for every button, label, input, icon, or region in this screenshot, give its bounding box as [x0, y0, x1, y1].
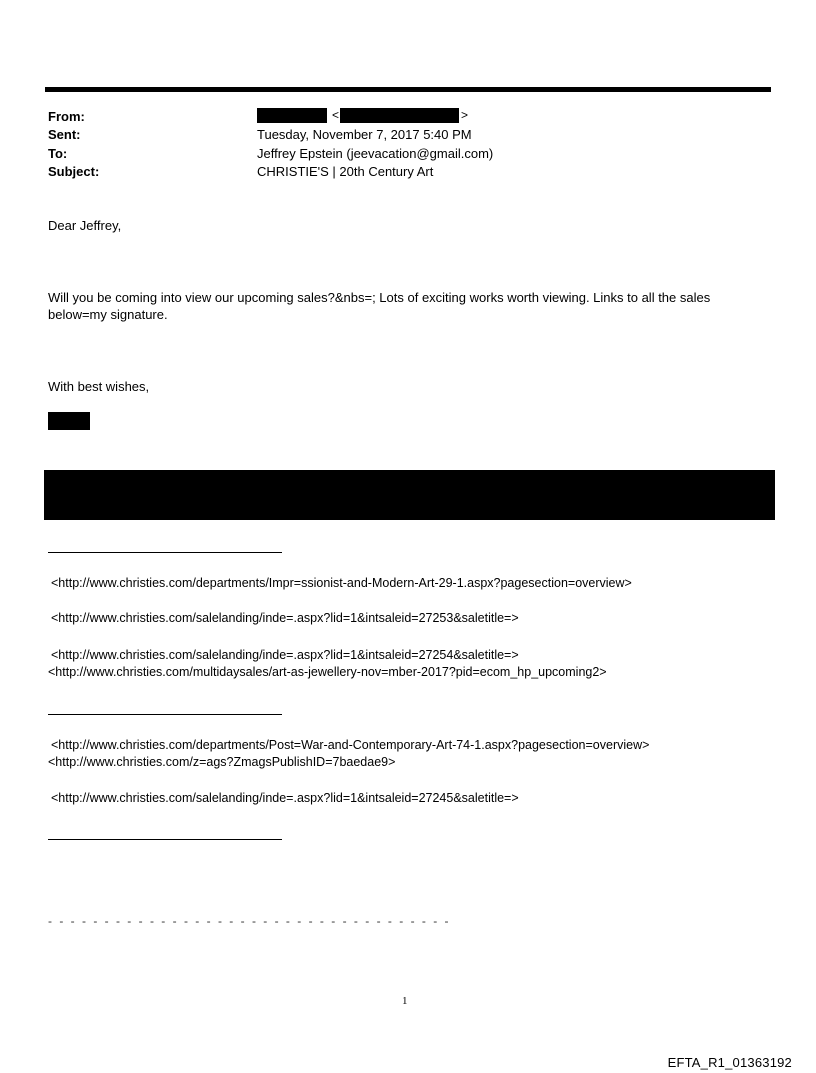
link-sale-27245[interactable]: <http://www.christies.com/salelanding/inde=.aspx?lid=1&intsaleid=27245&saletitle=>: [51, 791, 519, 805]
from-label: From:: [48, 109, 85, 124]
body-paragraph: Will you be coming into view our upcoming sales?&nbs=; Lots of exciting works worth viewing. Links to all the sales below=my signature.: [48, 290, 711, 322]
top-rule: [45, 87, 771, 92]
from-close-bracket: >: [461, 108, 469, 122]
link-zmags[interactable]: <http://www.christies.com/z=ags?ZmagsPublishID=7baedae9>: [48, 755, 396, 769]
closing: With best wishes,: [48, 379, 150, 394]
separator-rule: [48, 839, 282, 840]
link-sale-27253[interactable]: <http://www.christies.com/salelanding/inde=.aspx?lid=1&intsaleid=27253&saletitle=>: [51, 611, 519, 625]
link-sale-27254[interactable]: <http://www.christies.com/salelanding/inde=.aspx?lid=1&intsaleid=27254&saletitle=>: [51, 648, 519, 662]
subject-value: CHRISTIE'S | 20th Century Art: [257, 164, 434, 179]
link-post-war-contemporary-art[interactable]: <http://www.christies.com/departments/Post=War-and-Contemporary-Art-74-1.aspx?pagesection=overview>: [51, 738, 650, 752]
page-number: 1: [402, 995, 408, 1007]
subject-label: Subject:: [48, 164, 100, 179]
link-art-as-jewellery[interactable]: <http://www.christies.com/multidaysales/art-as-jewellery-nov=mber-2017?pid=ecom_hp_upcoming2>: [48, 665, 607, 679]
redacted-sender-email: [340, 108, 459, 123]
redacted-signature: [48, 412, 90, 430]
redacted-sender-name: [257, 108, 327, 123]
to-label: To:: [48, 146, 68, 161]
greeting: Dear Jeffrey,: [48, 218, 122, 233]
dashed-separator: - - - - - - - - - - - - - - - - - - - - - - - - - - - - - - - - - - - -: [48, 914, 451, 928]
to-value: Jeffrey Epstein (jeevacation@gmail.com): [257, 146, 494, 161]
document-id: EFTA_R1_01363192: [667, 1055, 792, 1070]
sent-label: Sent:: [48, 127, 81, 142]
sent-value: Tuesday, November 7, 2017 5:40 PM: [257, 127, 472, 142]
link-impressionist-modern-art[interactable]: <http://www.christies.com/departments/Impr=ssionist-and-Modern-Art-29-1.aspx?pagesection=overview>: [51, 576, 632, 590]
from-open-bracket: <: [332, 108, 340, 122]
separator-rule: [48, 714, 282, 715]
separator-rule: [48, 552, 282, 553]
redacted-block: [44, 470, 775, 520]
